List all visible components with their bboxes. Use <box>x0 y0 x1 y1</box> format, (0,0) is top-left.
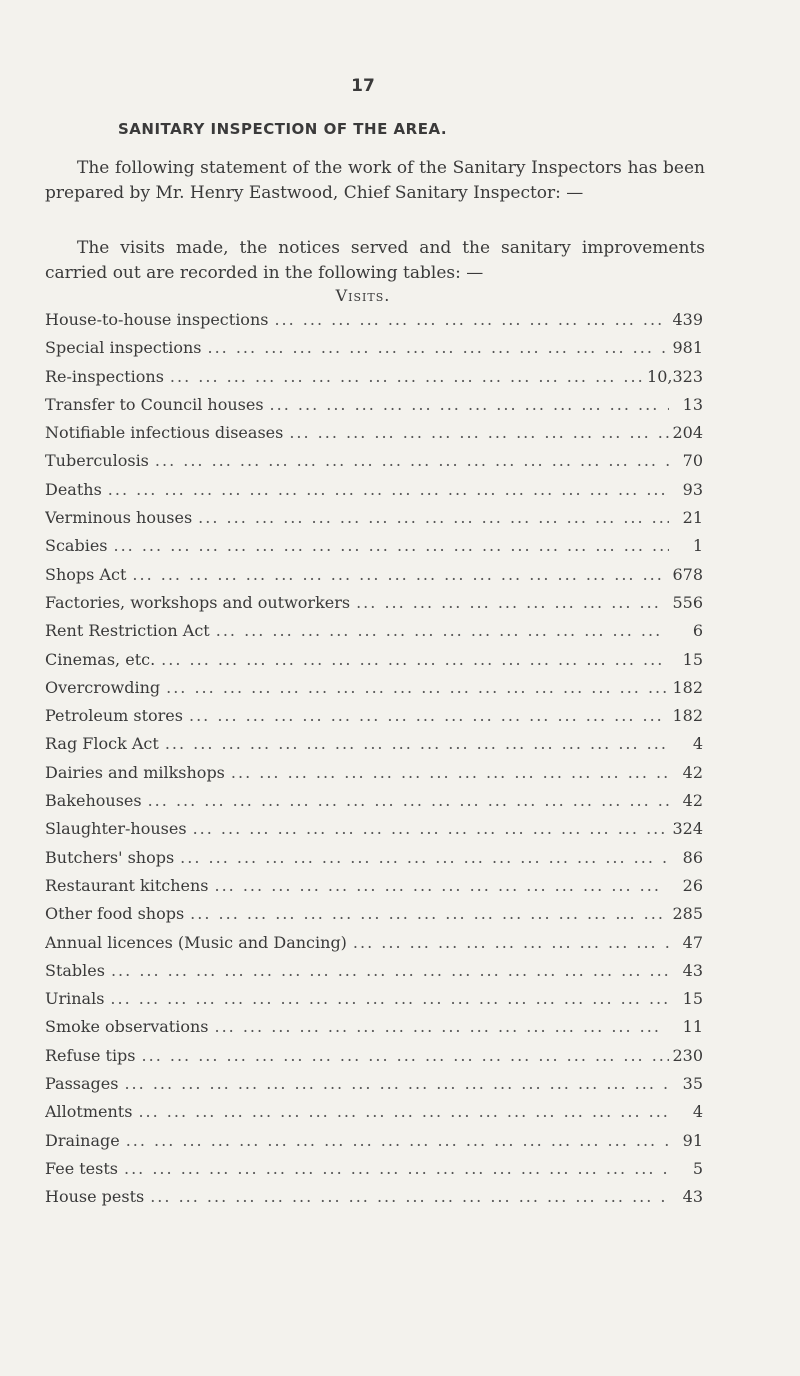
dot-leader <box>136 1046 669 1065</box>
visit-label: Passages <box>45 1074 119 1094</box>
dot-leader <box>105 961 669 980</box>
visit-row <box>45 1131 703 1159</box>
visit-label: Deaths <box>45 479 102 499</box>
visit-label: Dairies and milkshops <box>45 762 225 782</box>
visit-count: 1 <box>692 536 703 556</box>
visit-label: Fee tests <box>45 1158 118 1178</box>
visit-label: Rent Restriction Act <box>45 621 210 641</box>
visit-row <box>45 989 703 1017</box>
visit-row <box>45 508 703 536</box>
visit-label: Scabies <box>45 536 108 556</box>
dot-leader <box>132 1102 669 1121</box>
visit-count: 11 <box>682 1017 703 1037</box>
dot-leader <box>209 876 670 895</box>
visit-row <box>45 310 703 338</box>
visit-count: 204 <box>672 423 703 443</box>
visit-label: Other food shops <box>45 904 185 924</box>
visit-count: 4 <box>692 1102 703 1122</box>
visit-count: 86 <box>682 847 703 867</box>
dot-leader <box>209 1017 670 1036</box>
visit-count: 15 <box>682 989 703 1009</box>
dot-leader <box>118 1074 669 1093</box>
visit-count: 42 <box>682 762 703 782</box>
visit-row <box>45 565 703 593</box>
visit-label: Drainage <box>45 1130 120 1150</box>
intro-paragraph: The following statement of the work of the Sanitary Inspectors has been prepared by Mr. Henry Eastwood, Chief Sanitary Inspector: — <box>45 158 705 203</box>
visit-label: Overcrowding <box>45 677 161 697</box>
visit-row <box>45 734 703 762</box>
visit-label: Cinemas, etc. <box>45 649 156 669</box>
dot-leader <box>118 1159 669 1178</box>
dot-leader <box>225 763 669 782</box>
visit-row <box>45 961 703 989</box>
visit-count: 43 <box>682 1187 703 1207</box>
visit-label: Refuse tips <box>45 1045 136 1065</box>
dot-leader <box>104 989 669 1008</box>
visit-row <box>45 536 703 564</box>
dot-leader <box>149 451 669 470</box>
dot-leader <box>155 650 669 669</box>
dot-leader <box>268 310 669 329</box>
visit-row <box>45 1159 703 1187</box>
dot-leader <box>183 706 669 725</box>
visit-label: Allotments <box>45 1102 133 1122</box>
visit-count: 91 <box>682 1130 703 1150</box>
visit-label: Shops Act <box>45 564 127 584</box>
visit-row <box>45 621 703 649</box>
visit-count: 285 <box>672 904 703 924</box>
visit-label: Tuberculosis <box>45 451 149 471</box>
section-heading: SANITARY INSPECTION OF THE AREA. <box>118 120 448 138</box>
visit-row <box>45 451 703 479</box>
visit-label: Slaughter-houses <box>45 819 187 839</box>
visit-label: Rag Flock Act <box>45 734 159 754</box>
visit-count: 42 <box>682 791 703 811</box>
dot-leader <box>120 1131 669 1150</box>
visit-count: 47 <box>682 932 703 952</box>
visit-label: Stables <box>45 960 105 980</box>
visit-row <box>45 848 703 876</box>
visit-label: Notifiable infectious diseases <box>45 423 284 443</box>
visit-row <box>45 650 703 678</box>
visit-count: 70 <box>682 451 703 471</box>
visit-count: 15 <box>682 649 703 669</box>
dot-leader <box>126 565 669 584</box>
visit-row <box>45 763 703 791</box>
page-number: 17 <box>351 76 375 96</box>
visit-row <box>45 706 703 734</box>
visit-row <box>45 1102 703 1130</box>
dot-leader <box>160 678 669 697</box>
visit-count: 182 <box>672 706 703 726</box>
visit-row <box>45 678 703 706</box>
visit-label: Transfer to Council houses <box>45 394 264 414</box>
dot-leader <box>144 1187 669 1206</box>
visit-count: 981 <box>672 338 703 358</box>
visit-row <box>45 933 703 961</box>
dot-leader <box>264 395 669 414</box>
visit-label: Restaurant kitchens <box>45 875 209 895</box>
visit-count: 439 <box>672 310 703 329</box>
dot-leader <box>187 819 669 838</box>
visit-count: 324 <box>672 819 703 839</box>
visits-title: Visits. <box>335 286 391 305</box>
visit-label: Annual licences (Music and Dancing) <box>45 932 347 952</box>
visit-count: 230 <box>672 1045 703 1065</box>
dot-leader <box>283 423 669 442</box>
visit-label: Factories, workshops and outworkers <box>45 592 351 612</box>
visit-label: Butchers' shops <box>45 847 175 867</box>
dot-leader <box>164 367 647 386</box>
visit-row <box>45 791 703 819</box>
visit-count: 678 <box>672 564 703 584</box>
visit-label: House pests <box>45 1187 145 1207</box>
visit-count: 13 <box>682 394 703 414</box>
visit-label: Smoke observations <box>45 1017 209 1037</box>
visit-row <box>45 819 703 847</box>
visit-label: Petroleum stores <box>45 706 183 726</box>
dot-leader <box>159 734 669 753</box>
visit-count: 10,323 <box>647 366 703 386</box>
visit-row <box>45 395 703 423</box>
visit-row <box>45 338 703 366</box>
dot-leader <box>142 791 669 810</box>
visit-count: 556 <box>672 592 703 612</box>
dot-leader <box>108 536 670 555</box>
visit-row <box>45 1074 703 1102</box>
visit-row <box>45 480 703 508</box>
visit-count: 21 <box>682 508 703 528</box>
visit-row <box>45 593 703 621</box>
visit-count: 182 <box>672 677 703 697</box>
visit-row <box>45 367 703 395</box>
dot-leader <box>192 508 669 527</box>
visit-count: 43 <box>682 960 703 980</box>
dot-leader <box>184 904 669 923</box>
visit-row <box>45 1017 703 1045</box>
visit-label: Special inspections <box>45 338 202 358</box>
visit-count: 6 <box>692 621 703 641</box>
visit-count: 5 <box>692 1158 703 1178</box>
visit-row <box>45 1046 703 1074</box>
visit-label: Verminous houses <box>45 508 193 528</box>
visit-row <box>45 876 703 904</box>
visit-row <box>45 1187 703 1215</box>
dot-leader <box>350 593 669 612</box>
dot-leader <box>347 933 669 952</box>
visit-count: 35 <box>682 1074 703 1094</box>
visit-row <box>45 904 703 932</box>
visit-label: Bakehouses <box>45 791 142 811</box>
dot-leader <box>102 480 669 499</box>
visit-label: House-to-house inspections <box>45 310 269 329</box>
visit-row <box>45 423 703 451</box>
visit-count: 4 <box>692 734 703 754</box>
records-paragraph: The visits made, the notices served and the sanitary improvements carried out are recorded in the following tables: — <box>45 238 705 283</box>
visit-label: Re-inspections <box>45 366 164 386</box>
visits-list <box>45 310 703 1216</box>
dot-leader <box>210 621 669 640</box>
dot-leader <box>202 338 670 357</box>
visit-label: Urinals <box>45 989 105 1009</box>
visit-count: 93 <box>682 479 703 499</box>
dot-leader <box>174 848 669 867</box>
visit-count: 26 <box>682 875 703 895</box>
